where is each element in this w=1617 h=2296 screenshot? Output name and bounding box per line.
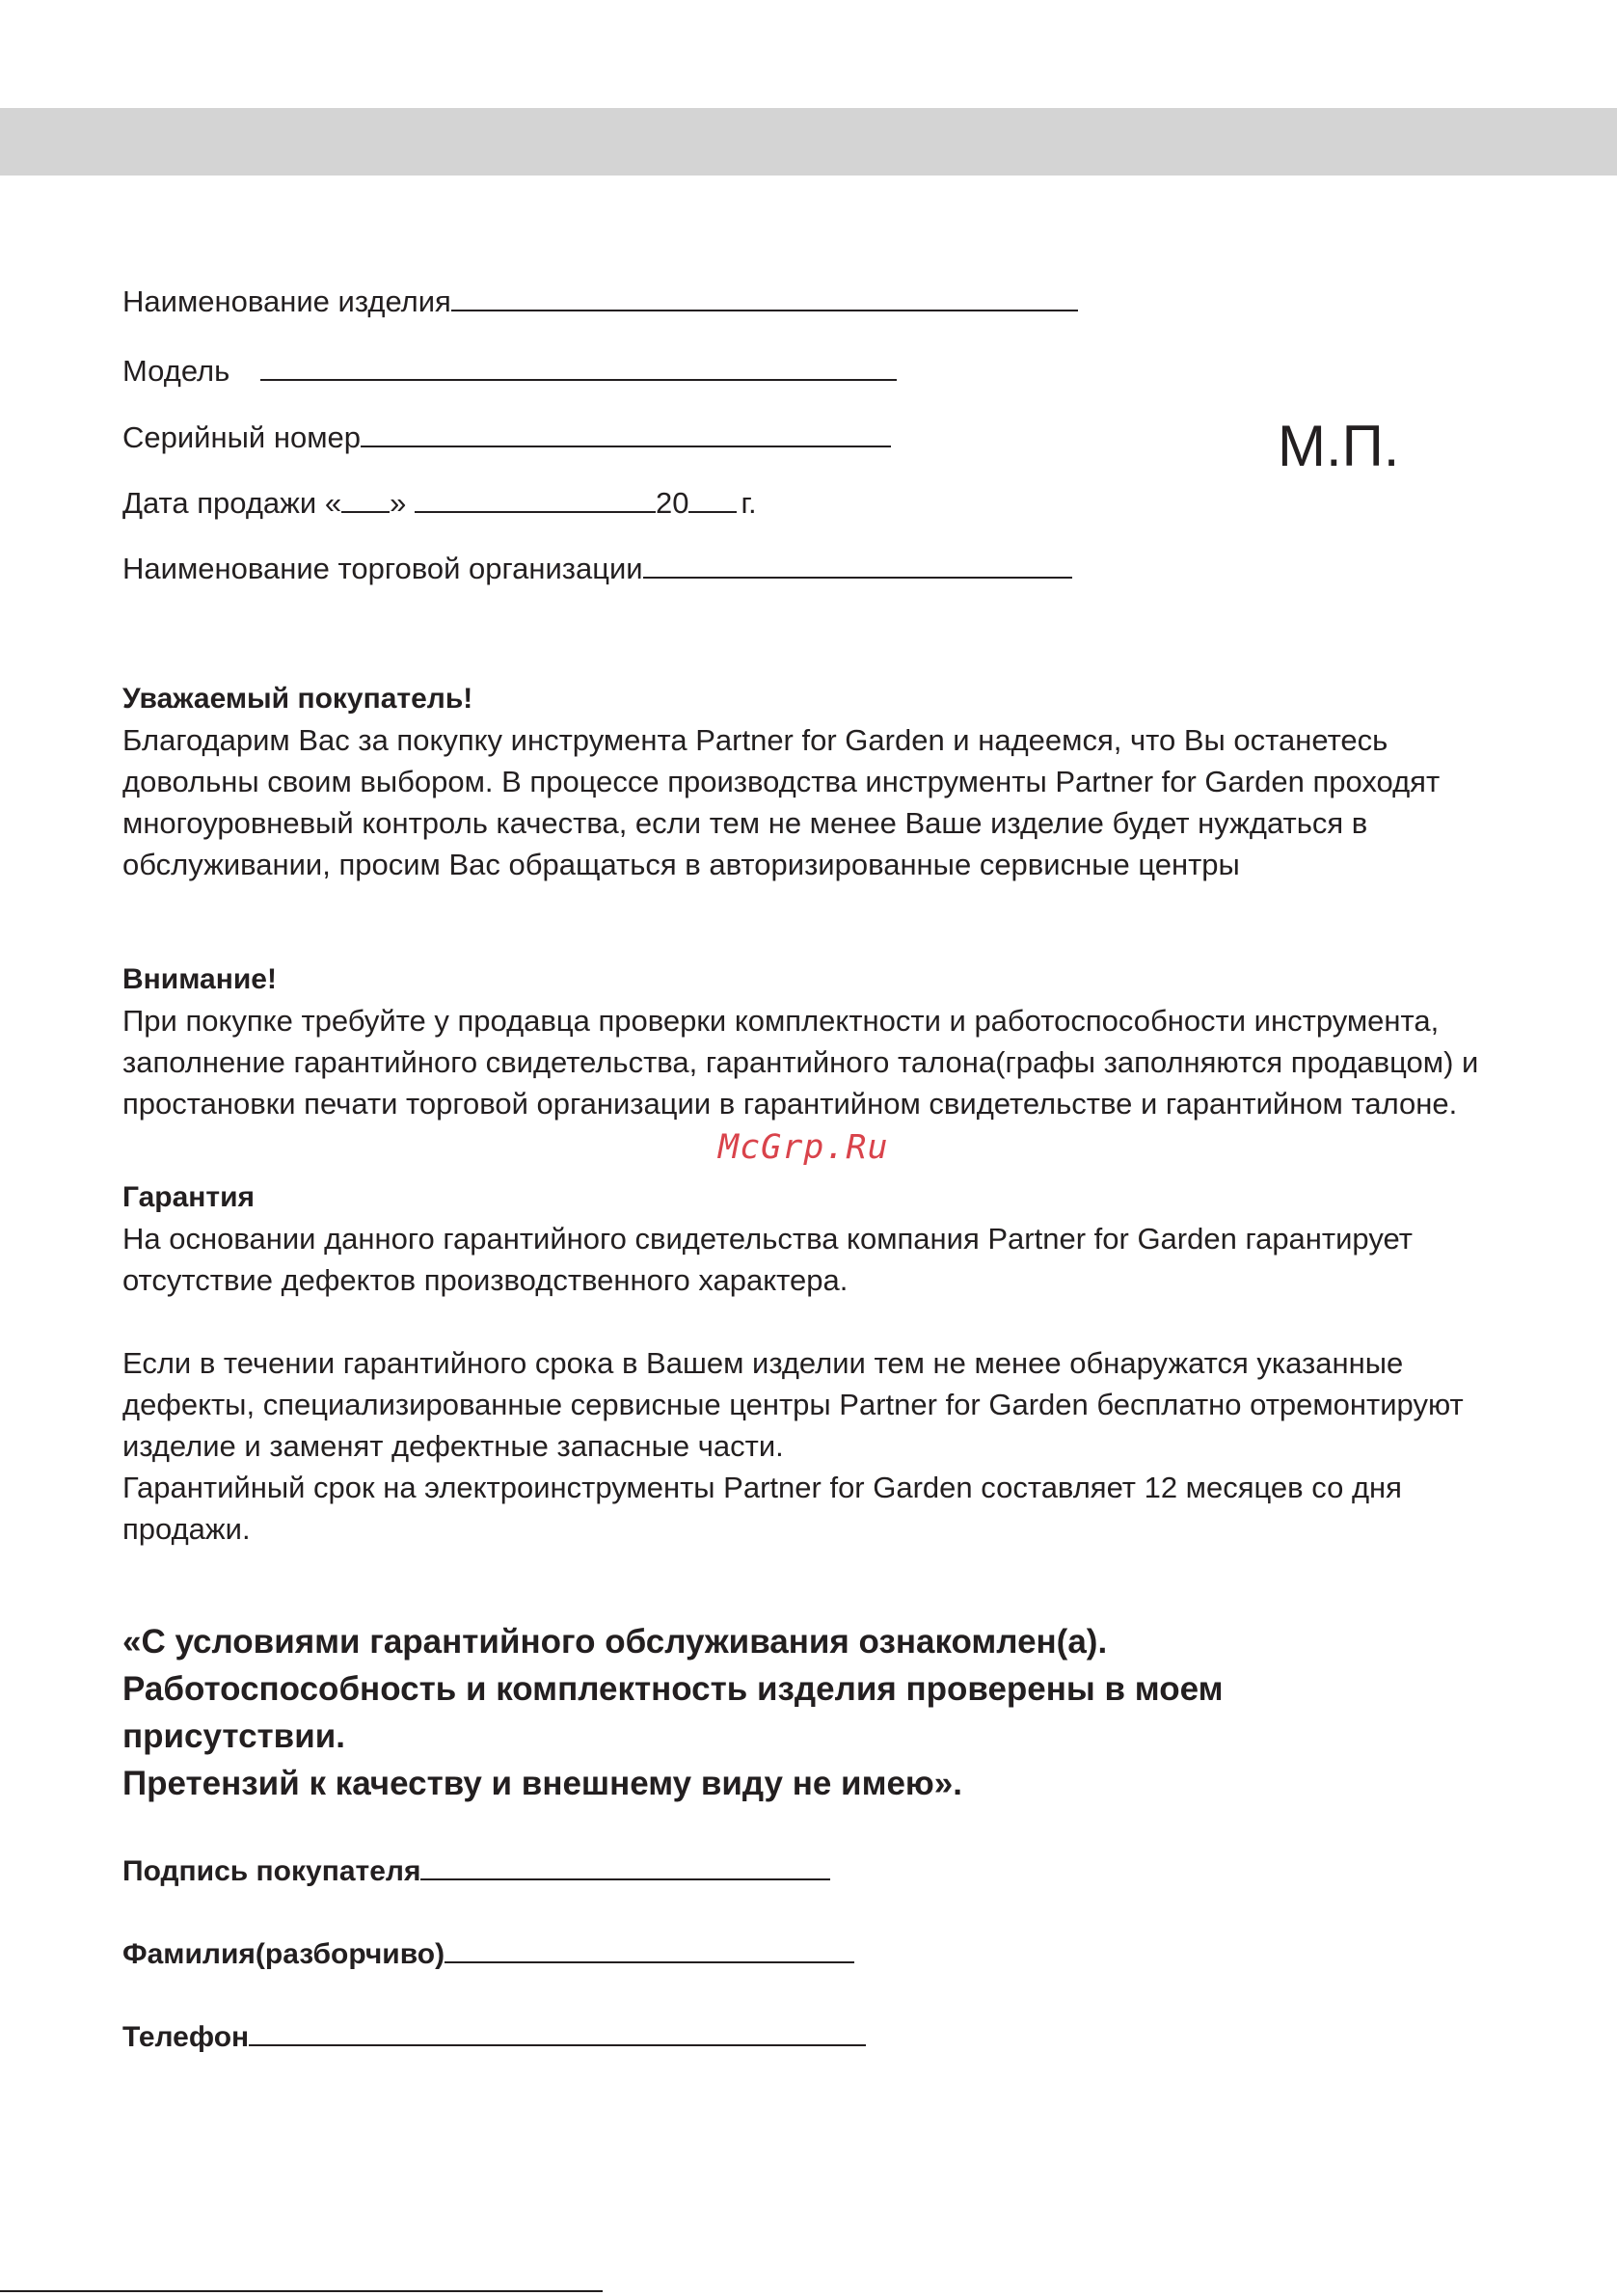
surname-input[interactable] [445,1934,854,1963]
watermark: McGrp.Ru [718,1128,889,1167]
sale-date-label: Дата продажи [122,486,317,520]
sale-day-input[interactable] [341,482,390,513]
model-field [122,350,897,388]
phone-input[interactable] [249,2017,866,2046]
sale-date-close-quote: » [390,486,407,520]
buyer-signature-label: Подпись покупателя [122,1855,421,1887]
stamp-place: М.П. [1278,414,1400,478]
header-band [0,108,1617,176]
warranty-title: Гарантия [122,1181,256,1213]
organization-field [122,548,1072,585]
greeting-section [122,679,1511,885]
organization-label: Наименование торговой организации [122,552,643,585]
sale-year-input[interactable] [688,482,737,513]
acknowledgement-line-2: Работоспособность и комплектность изделия проверены в моем присутствии. [122,1670,1224,1755]
product-name-label: Наименование изделия [122,284,451,318]
phone-field [122,2017,866,2055]
greeting-title: Уважаемый покупатель! [122,683,473,715]
buyer-signature-field [122,1851,830,1889]
greeting-text: Благодарим Вас за покупку инструмента Partner for Garden и надеемся, что Вы останетесь довольны своим выбором. В процессе производства инструменты Partner for Garden проходят многоуровневый контроль качества, если тем не менее Ваше изделие будет нуждаться в обслуживании, просим Вас обращаться в авторизированные сервисные центры [122,723,1441,881]
surname-field [122,1934,854,1972]
serial-input[interactable] [361,417,891,447]
warranty-paragraph-2: Если в течении гарантийного срока в Вашем изделии тем не менее обнаружатся указанные дефекты, специализированные сервисные центры Partner for Garden бесплатно отремонтируют изделие и заменят дефектные запасные части. [122,1346,1464,1463]
serial-label: Серийный номер [122,420,361,454]
warranty-paragraph-1: На основании данного гарантийного свидетельства компания Partner for Garden гарантирует отсутствие дефектов производственного характера. [122,1222,1413,1297]
sale-year-prefix: 20 [655,486,689,520]
organization-input[interactable] [643,548,1072,579]
product-name-input[interactable] [451,281,1078,311]
sale-date-open-quote: « [324,486,342,520]
serial-field [122,417,891,454]
sale-date-field [122,482,757,520]
phone-label: Телефон [122,2021,250,2053]
acknowledgement-line-3: Претензий к качеству и внешнему виду не имею». [122,1765,963,1802]
buyer-signature-input[interactable] [420,1851,830,1880]
model-label: Модель [122,354,230,388]
footer-divider [0,2290,603,2292]
product-name-field [122,281,1078,318]
attention-title: Внимание! [122,963,277,995]
acknowledgement-line-1: «С условиями гарантийного обслуживания ознакомлен(а). [122,1623,1108,1661]
attention-section [122,959,1511,1124]
sale-month-input[interactable] [415,482,656,513]
attention-text: При покупке требуйте у продавца проверки комплектности и работоспособности инструмента, заполнение гарантийного свидетельства, гарантийного талона(графы заполняются продавцом) и простановки печати торговой организации в гарантийном свидетельстве и гарантийном талоне. [122,1004,1479,1121]
warranty-section [122,1177,1511,1550]
model-input[interactable] [260,350,897,381]
acknowledgement [122,1618,1472,1807]
surname-label: Фамилия(разборчиво) [122,1938,445,1970]
sale-year-suffix: г. [741,486,757,520]
warranty-paragraph-3: Гарантийный срок на электроинструменты Partner for Garden составляет 12 месяцев со дня продажи. [122,1471,1402,1546]
